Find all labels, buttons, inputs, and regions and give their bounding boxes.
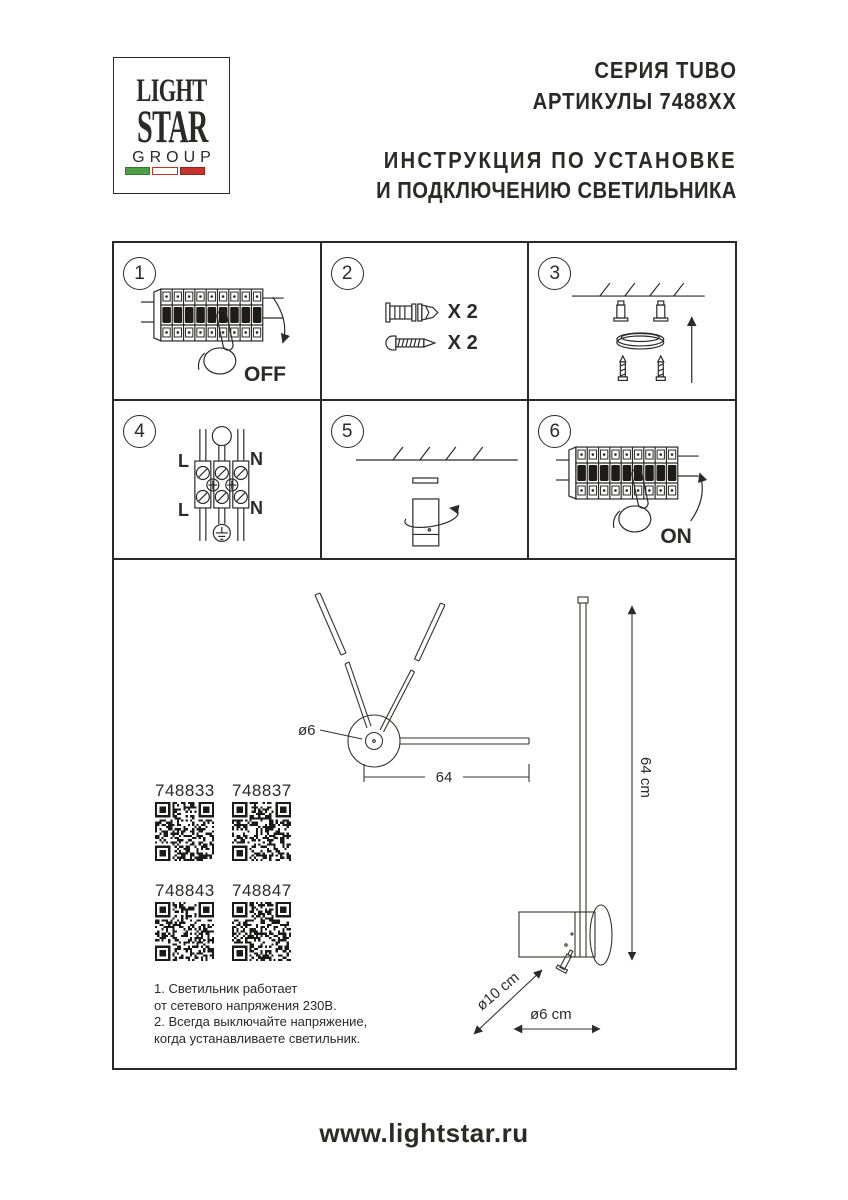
earth-symbol-icon <box>213 524 230 541</box>
qr-code <box>155 802 214 861</box>
step-3-number: 3 <box>538 257 571 290</box>
base-plate-icon <box>617 333 664 349</box>
note-line: 2. Всегда выключайте напряжение, <box>154 1014 368 1029</box>
dim-tube-height: 64 cm <box>637 757 654 798</box>
qr-code <box>232 902 291 961</box>
step-6-number: 6 <box>538 415 571 448</box>
safety-notes <box>154 981 367 1047</box>
dowel-icon <box>386 303 438 322</box>
step-4-cell <box>114 401 322 558</box>
note-line: когда устанавливаете светильник. <box>154 1030 361 1046</box>
step-1-number: 1 <box>123 257 156 290</box>
screw-icon <box>619 356 666 380</box>
dowel-quantity: X 2 <box>447 301 478 323</box>
qr-code <box>232 802 291 861</box>
instruction-title-line1: ИНСТРУКЦИЯ ПО УСТАНОВКЕ <box>383 147 737 173</box>
on-label: ON <box>660 525 692 548</box>
instruction-table <box>112 241 737 1070</box>
italian-flag-bar <box>125 167 205 175</box>
dim-cup-width: ø6 cm <box>530 1006 572 1023</box>
step-5-number: 5 <box>331 415 364 448</box>
label-n-top: N <box>250 449 263 469</box>
note-line: 1. Светильник работает <box>154 981 298 996</box>
label-l-bottom: L <box>178 500 189 520</box>
arrow-up-icon <box>691 473 703 521</box>
article-code: 748833 <box>155 781 215 800</box>
screw-icon <box>556 948 576 973</box>
step-2-cell <box>322 243 530 399</box>
screw-quantity: X 2 <box>447 332 478 354</box>
dowel-icon <box>614 301 668 321</box>
arrow-down-icon <box>273 297 285 343</box>
instruction-title-line2: И ПОДКЛЮЧЕНИЮ СВЕТИЛЬНИКА <box>376 177 737 203</box>
article-code: 748837 <box>232 781 292 800</box>
logo-word-light: LIGHT <box>136 73 207 109</box>
flag-green-segment <box>125 167 150 175</box>
articles-title: АРТИКУЛЫ 7488XX <box>532 88 737 114</box>
step-1-cell <box>114 243 322 399</box>
note-line: от сетевого напряжения 230В. <box>154 997 337 1013</box>
label-l-top: L <box>178 451 189 471</box>
qr-code <box>155 902 214 961</box>
dim-hub-diameter: ø6 <box>298 722 316 739</box>
off-label: OFF <box>244 363 286 386</box>
logo-word-star: STAR <box>137 101 208 153</box>
title-block <box>376 59 737 202</box>
step-6-cell <box>529 401 735 558</box>
wall-cup-icon <box>519 912 595 957</box>
dim-cup-diameter: ø10 cm <box>473 968 523 1015</box>
logo-word-group: GROUP <box>132 149 216 166</box>
article-code: 748847 <box>232 881 292 900</box>
article-code: 748843 <box>155 881 215 900</box>
flag-red-segment <box>180 167 205 175</box>
dim-arm-length: 64 <box>435 769 453 786</box>
step-2-number: 2 <box>331 257 364 290</box>
wall-hub-icon <box>348 715 400 767</box>
lamp-cup-icon <box>413 499 439 546</box>
label-n-bottom: N <box>250 498 263 518</box>
step-5-cell <box>322 401 530 558</box>
step-4-number: 4 <box>123 415 156 448</box>
series-title: СЕРИЯ TUBO <box>594 57 737 83</box>
step-3-cell <box>529 243 735 399</box>
lightstar-logo <box>113 57 230 194</box>
flag-white-segment <box>152 167 177 175</box>
technical-drawing-panel <box>114 560 735 1068</box>
website-url: www.lightstar.ru <box>319 1118 529 1148</box>
screw-icon <box>386 336 435 350</box>
